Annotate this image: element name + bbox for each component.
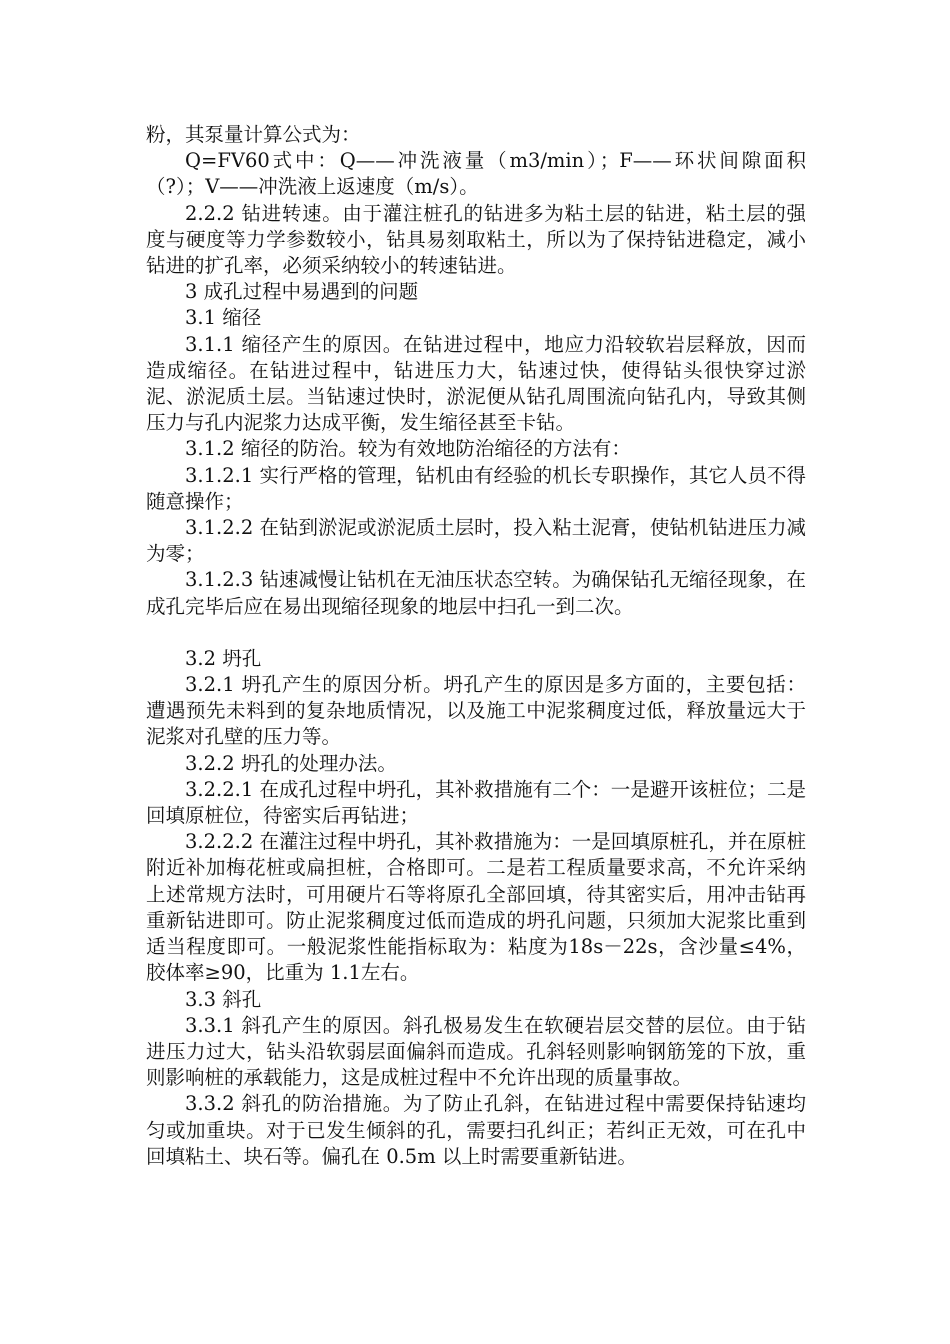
heading-section-3: 3 成孔过程中易遇到的问题 [185, 280, 419, 304]
paragraph-3-1-1: 3.1.1 缩径产生的原因。在钻进过程中，地应力沿较软岩层释放，因而造成缩径。在钻进过程中，钻进压力大，钻速过快，使得钻头很快穿过淤泥、淤泥质土层。当钻速过快时，淤泥便从钻孔周围流向钻孔内，导致其侧压力与孔内泥浆力达成平衡，发生缩径甚至卡钻。 [146, 332, 806, 435]
heading-3-3: 3.3 斜孔 [185, 987, 262, 1011]
paragraph-3-3-2: 3.3.2 斜孔的防治措施。为了防止孔斜，在钻进过程中需要保持钻速均匀或加重块。对于已发生倾斜的孔，需要扫孔纠正；若纠正无效，可在孔中回填粘土、块石等。偏孔在 0.5m 以上时需要重新钻进。 [146, 1092, 806, 1168]
paragraph-3-2-2-1: 3.2.2.1 在成孔过程中坍孔，其补救措施有二个：一是避开该桩位；二是回填原桩位，待密实后再钻进； [146, 777, 806, 828]
paragraph-3-3-1: 3.3.1 斜孔产生的原因。斜孔极易发生在软硬岩层交替的层位。由于钻进压力过大，钻头沿软弱层面偏斜而造成。孔斜轻则影响钢筋笼的下放，重则影响桩的承载能力，这是成桩过程中不允许出现的质量事故。 [146, 1013, 806, 1090]
paragraph-3-1-2: 3.1.2 缩径的防治。较为有效地防治缩径的方法有： [185, 437, 631, 461]
blank-line [146, 620, 806, 646]
paragraph-3-1-2-3: 3.1.2.3 钻速减慢让钻机在无油压状态空转。为确保钻孔无缩径现象，在成孔完毕后应在易出现缩径现象的地层中扫孔一到二次。 [146, 568, 806, 618]
paragraph-3-2-1: 3.2.1 坍孔产生的原因分析。坍孔产生的原因是多方面的，主要包括：遭遇预先未料到的复杂地质情况，以及施工中泥浆稠度过低，释放量远大于泥浆对孔壁的压力等。 [146, 673, 806, 749]
paragraph-2-2-2: 2.2.2 钻进转速。由于灌注桩孔的钻进多为粘土层的钻进，粘土层的强度与硬度等力学参数较小，钻具易刻取粘土，所以为了保持钻进稳定，减小钻进的扩孔率，必须采纳较小的转速钻进。 [146, 201, 806, 278]
heading-3-1: 3.1 缩径 [185, 306, 262, 330]
document-page [146, 122, 806, 1170]
paragraph-3-2-2: 3.2.2 坍孔的处理办法。 [185, 751, 397, 775]
heading-3-2: 3.2 坍孔 [185, 646, 262, 670]
paragraph-pump-formula-intro: 粉，其泵量计算公式为： [146, 123, 361, 146]
paragraph-3-1-2-2: 3.1.2.2 在钻到淤泥或淤泥质土层时，投入粘土泥膏，使钻机钻进压力减为零； [146, 516, 806, 566]
paragraph-pump-formula: Q=FV60式中：Q——冲洗液量（m3/min）；F——环状间隙面积（?）；V——冲洗液上返速度（m/s）。 [146, 149, 806, 199]
paragraph-3-1-2-1: 3.1.2.1 实行严格的管理，钻机由有经验的机长专职操作，其它人员不得随意操作； [146, 463, 806, 513]
paragraph-3-2-2-2: 3.2.2.2 在灌注过程中坍孔，其补救措施为：一是回填原桩孔，并在原桩附近补加梅花桩或扁担桩，合格即可。二是若工程质量要求高，不允许采纳上述常规方法时，可用硬片石等将原孔全部回填，待其密实后，用冲击钻再重新钻进即可。防止泥浆稠度过低而造成的坍孔问题，只须加大泥浆比重到适当程度即可。一般泥浆性能指标取为：粘度为18s－22s，含沙量≤4%，胶体率≥90，比重为 1.1左右。 [146, 830, 806, 985]
